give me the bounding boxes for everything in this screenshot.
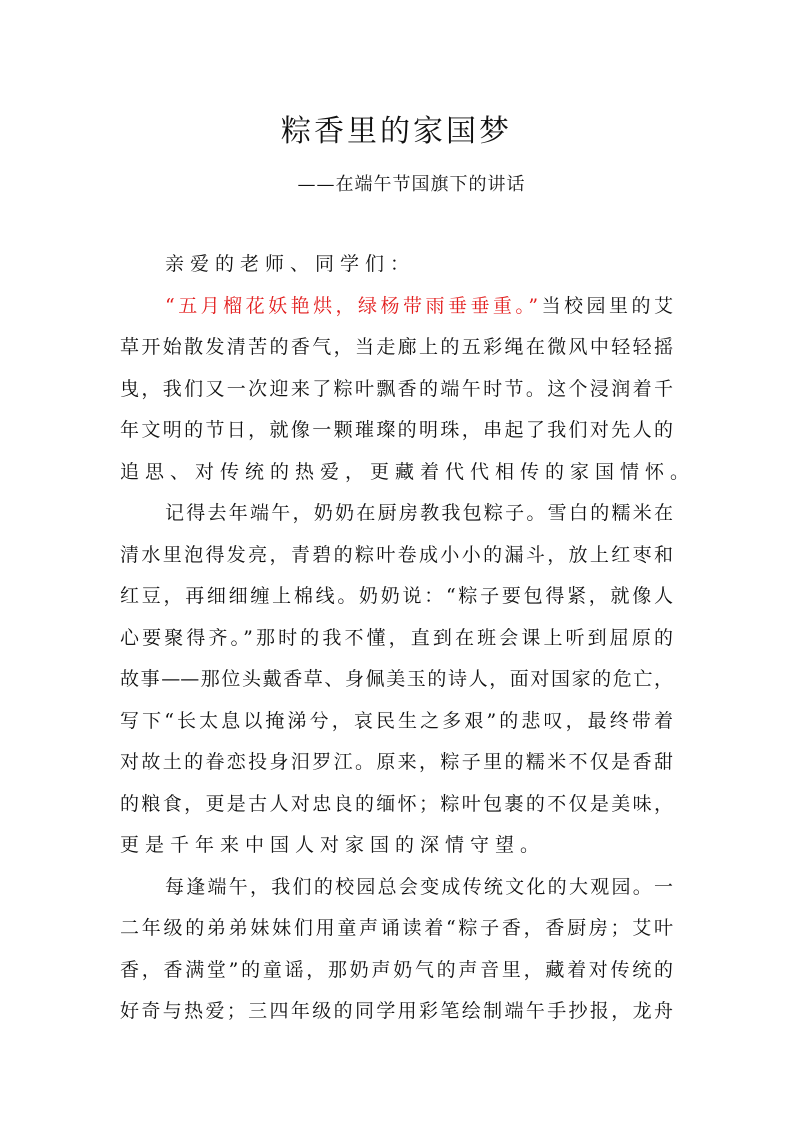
paragraph-line: 二年级的弟弟妹妹们用童声诵读着“粽子香，香厨房；艾叶 [120, 917, 673, 939]
paragraph-line: 曳，我们又一次迎来了粽叶飘香的端午时节。这个浸润着千 [120, 377, 673, 400]
paragraph-line: 心要聚得齐。”那时的我不懂，直到在班会课上听到屈原的 [120, 626, 673, 649]
quoted-poem: “五月榴花妖艳烘，绿杨带雨垂垂重。” [165, 294, 539, 317]
paragraph-line: 年文明的节日，就像一颗璀璨的明珠，串起了我们对先人的 [120, 419, 673, 441]
paragraph-line: 对故土的眷恋投身汨罗江。原来，粽子里的糯米不仅是香甜 [120, 751, 673, 773]
document-body [120, 248, 696, 1037]
paragraph-line: 亲爱的老师、同学们： [165, 253, 416, 275]
paragraph-line [120, 290, 673, 332]
paragraph-line: 故事——那位头戴香草、身佩美玉的诗人，面对国家的危亡， [120, 668, 673, 690]
line-text: 当校园里的艾 [538, 294, 673, 317]
paragraph-line: 的粮食，更是古人对忠良的缅怀；粽叶包裹的不仅是美味， [120, 792, 673, 815]
paragraph-line: 草开始散发清苦的香气，当走廊上的五彩绳在微风中轻轻摇 [120, 336, 673, 358]
paragraph-line: 清水里泡得发亮，青碧的粽叶卷成小小的漏斗，放上红枣和 [120, 543, 673, 566]
paragraph-line: 香，香满堂”的童谣，那奶声奶气的声音里，藏着对传统的 [120, 958, 673, 981]
paragraph-line: 好奇与热爱；三四年级的同学用彩笔绘制端午手抄报，龙舟 [120, 1000, 673, 1022]
paragraph-line: 红豆，再细细缠上棉线。奶奶说：“粽子要包得紧，就像人 [120, 585, 673, 607]
paragraph-line: 每逢端午，我们的校园总会变成传统文化的大观园。一 [165, 875, 673, 898]
document-subtitle: ——在端午节国旗下的讲话 [297, 174, 526, 195]
document-title: 粽香里的家国梦 [281, 114, 512, 149]
paragraph-line: 写下“长太息以掩涕兮，哀民生之多艰”的悲叹，最终带着 [120, 709, 673, 732]
paragraph-line: 记得去年端午，奶奶在厨房教我包粽子。雪白的糯米在 [165, 502, 673, 524]
paragraph-line: 更是千年来中国人对家国的深情守望。 [120, 834, 546, 856]
paragraph-line: 追思、对传统的热爱，更藏着代代相传的家国情怀。 [120, 460, 696, 483]
